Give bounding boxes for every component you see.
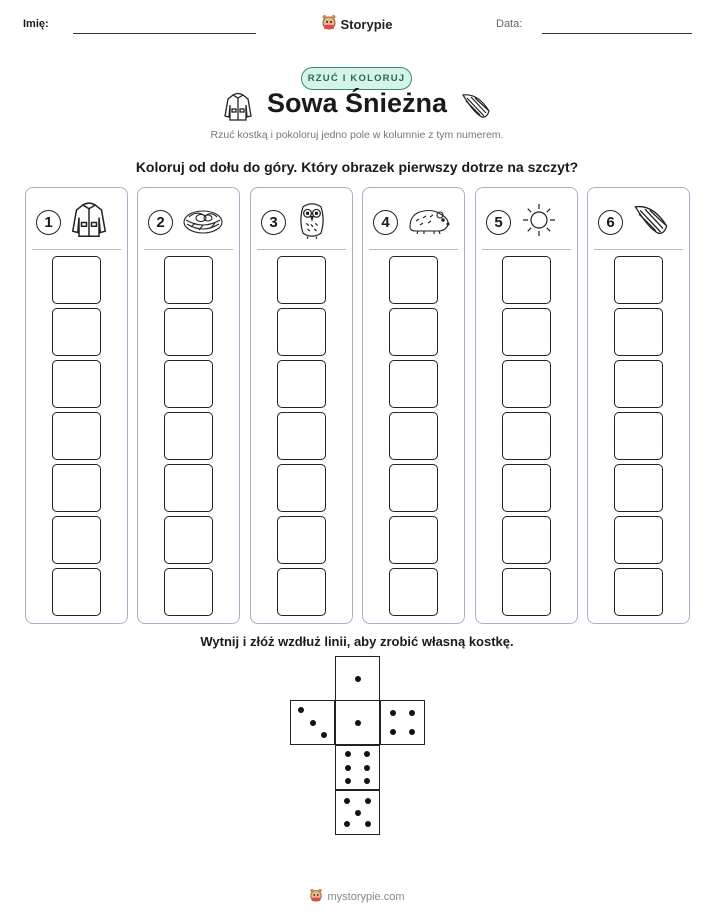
- color-box[interactable]: [614, 308, 663, 356]
- die-face-1: [335, 656, 380, 701]
- name-label: Imię:: [23, 18, 49, 30]
- owl-icon: [294, 200, 330, 245]
- color-box[interactable]: [277, 412, 326, 460]
- footer: [0, 887, 714, 907]
- color-box[interactable]: [614, 256, 663, 304]
- column-number: 1: [36, 210, 61, 235]
- die-pip: [345, 778, 351, 784]
- column-divider: [594, 249, 683, 250]
- column-number: 3: [261, 210, 286, 235]
- color-box[interactable]: [52, 464, 101, 512]
- die-pip: [298, 707, 304, 713]
- mascot-icon: [309, 887, 323, 907]
- color-box[interactable]: [52, 516, 101, 564]
- mascot-icon: [321, 13, 337, 35]
- die-pip: [390, 729, 396, 735]
- color-box[interactable]: [52, 256, 101, 304]
- column-1: [25, 187, 128, 624]
- date-label: Data:: [496, 18, 523, 30]
- die-pip: [364, 765, 370, 771]
- die-pip: [355, 720, 361, 726]
- brand-logo: [0, 13, 714, 35]
- die-pip: [344, 821, 350, 827]
- color-box[interactable]: [277, 256, 326, 304]
- color-box[interactable]: [614, 464, 663, 512]
- die-face-5: [335, 790, 380, 835]
- wing-icon: [460, 91, 492, 126]
- column-number: 5: [486, 210, 511, 235]
- die-pip: [365, 798, 371, 804]
- subtitle: Rzuć kostką i pokoloruj jedno pole w kolumnie z tym numerem.: [210, 129, 504, 141]
- activity-badge: RZUĆ I KOLORUJ: [301, 67, 412, 90]
- color-box[interactable]: [614, 516, 663, 564]
- color-box[interactable]: [502, 516, 551, 564]
- column-number: 6: [598, 210, 623, 235]
- brand-name: Storypie: [340, 16, 393, 32]
- die-pip: [355, 676, 361, 682]
- die-pip: [409, 710, 415, 716]
- die-pip: [345, 765, 351, 771]
- color-box[interactable]: [502, 464, 551, 512]
- color-box[interactable]: [389, 516, 438, 564]
- color-box[interactable]: [502, 256, 551, 304]
- column-5: [475, 187, 578, 624]
- color-box[interactable]: [389, 308, 438, 356]
- die-pip: [364, 751, 370, 757]
- cut-instruction: Wytnij i złóż wzdłuż linii, aby zrobić własną kostkę.: [200, 634, 514, 649]
- color-box[interactable]: [502, 568, 551, 616]
- die-face-3: [290, 700, 335, 745]
- column-header: [373, 202, 458, 242]
- die-pip: [364, 778, 370, 784]
- column-divider: [144, 249, 233, 250]
- die-pip: [409, 729, 415, 735]
- color-box[interactable]: [502, 360, 551, 408]
- column-2: [137, 187, 240, 624]
- color-box[interactable]: [389, 464, 438, 512]
- color-box[interactable]: [389, 568, 438, 616]
- color-box[interactable]: [164, 412, 213, 460]
- die-pip: [345, 751, 351, 757]
- column-4: [362, 187, 465, 624]
- color-box[interactable]: [502, 412, 551, 460]
- sun-icon: [519, 200, 559, 245]
- color-box[interactable]: [164, 256, 213, 304]
- column-header: [261, 202, 346, 242]
- die-pip: [310, 720, 316, 726]
- color-box[interactable]: [52, 360, 101, 408]
- footer-url[interactable]: mystorypie.com: [327, 891, 405, 903]
- column-header: [148, 202, 233, 242]
- instruction-text: Koloruj od dołu do góry. Który obrazek pierwszy dotrze na szczyt?: [135, 159, 579, 175]
- color-box[interactable]: [389, 412, 438, 460]
- die-pip: [344, 798, 350, 804]
- column-3: [250, 187, 353, 624]
- die-face-6: [335, 745, 380, 790]
- color-box[interactable]: [164, 464, 213, 512]
- color-box[interactable]: [52, 568, 101, 616]
- column-number: 2: [148, 210, 173, 235]
- die-pip: [321, 732, 327, 738]
- nest-icon: [181, 202, 225, 243]
- column-divider: [32, 249, 121, 250]
- color-box[interactable]: [164, 568, 213, 616]
- lemming-icon: [406, 203, 452, 242]
- die-pip: [390, 710, 396, 716]
- column-divider: [482, 249, 571, 250]
- color-box[interactable]: [389, 256, 438, 304]
- page-title: Sowa Śnieżna: [266, 88, 448, 118]
- wing-icon: [631, 202, 671, 243]
- color-box[interactable]: [614, 412, 663, 460]
- color-box[interactable]: [502, 308, 551, 356]
- color-box[interactable]: [389, 360, 438, 408]
- column-header: [486, 202, 571, 242]
- color-box[interactable]: [277, 516, 326, 564]
- color-box[interactable]: [277, 308, 326, 356]
- color-box[interactable]: [614, 568, 663, 616]
- color-box[interactable]: [277, 464, 326, 512]
- die-pip: [365, 821, 371, 827]
- color-box[interactable]: [52, 412, 101, 460]
- column-number: 4: [373, 210, 398, 235]
- jacket-icon: [69, 200, 109, 245]
- column-divider: [369, 249, 458, 250]
- color-box[interactable]: [277, 568, 326, 616]
- die-face-1: [335, 700, 380, 745]
- column-6: [587, 187, 690, 624]
- color-box[interactable]: [52, 308, 101, 356]
- die-pip: [355, 810, 361, 816]
- column-header: [36, 202, 121, 242]
- color-box[interactable]: [277, 360, 326, 408]
- column-header: [598, 202, 683, 242]
- color-box[interactable]: [164, 516, 213, 564]
- color-box[interactable]: [164, 308, 213, 356]
- color-box[interactable]: [614, 360, 663, 408]
- column-divider: [257, 249, 346, 250]
- color-box[interactable]: [164, 360, 213, 408]
- die-face-4: [380, 700, 425, 745]
